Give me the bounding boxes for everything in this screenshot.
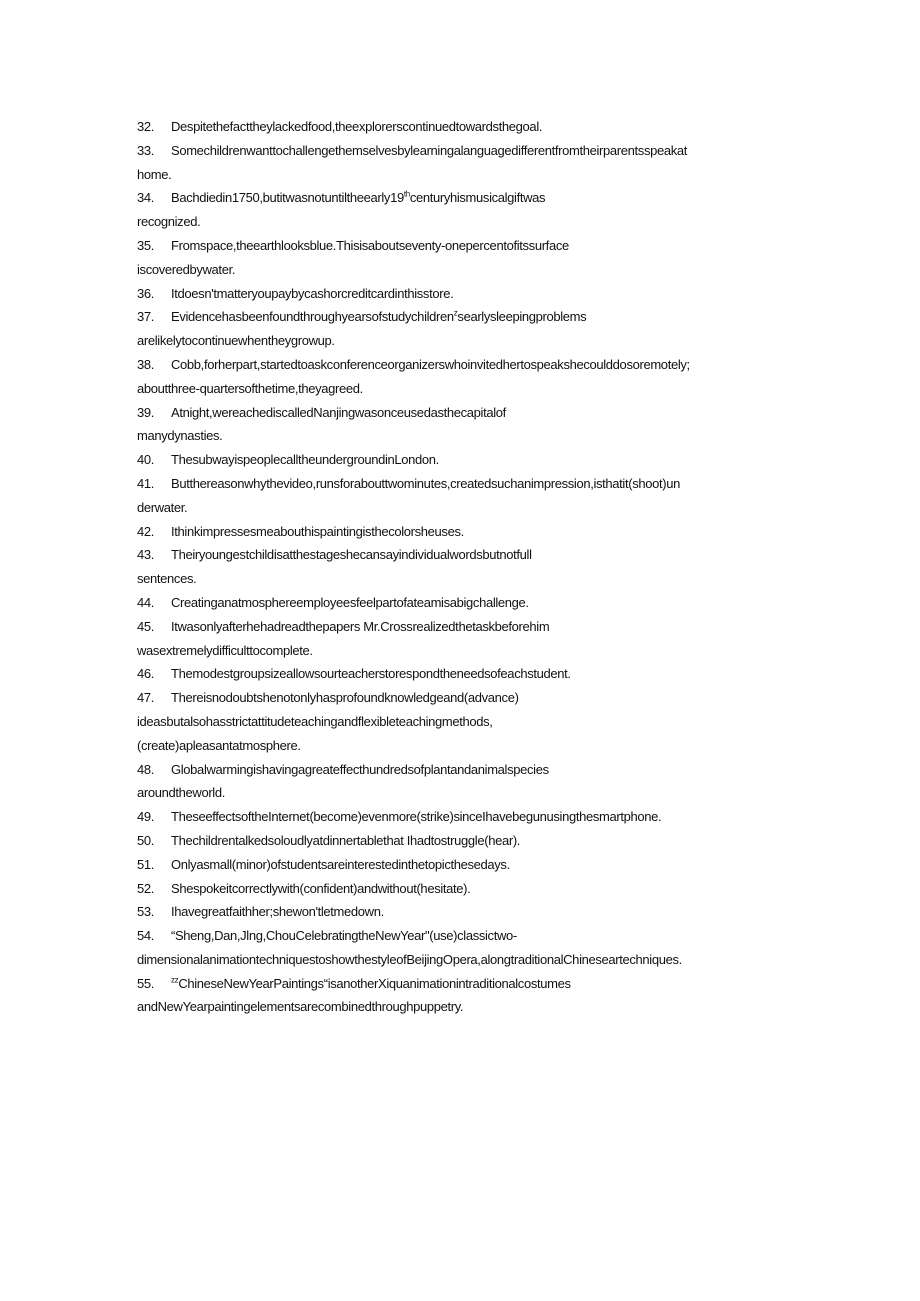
item-text: Thereisnodoubtshenotonlyhasprofoundknowledgeand(advance) (171, 690, 519, 706)
item-text: Globalwarmingishavingagreateffecthundredsofplantandanimalspecies (171, 761, 549, 777)
exercise-item (137, 186, 797, 234)
item-text: TheseeffectsoftheInternet(become)evenmore(strike)sinceIhavebegunusingthesmartphone. (171, 809, 662, 825)
item-number: 43. (137, 547, 155, 563)
exercise-item (137, 924, 797, 972)
item-number: 53. (137, 904, 155, 920)
exercise-item (137, 900, 797, 924)
item-number: 42. (137, 523, 155, 539)
item-number: 32. (137, 119, 155, 134)
item-number: 37. (137, 309, 155, 325)
item-continuation: sentences. (137, 571, 197, 587)
superscript-text: th (403, 190, 410, 200)
superscript-text: z (453, 309, 458, 319)
item-number: 55. (137, 975, 155, 991)
item-continuation: iscoveredbywater. (137, 261, 236, 277)
item-number: 40. (137, 452, 155, 468)
exercise-item (137, 662, 797, 686)
exercise-item (137, 401, 797, 449)
item-text: Shespokeitcorrectlywith(confident)andwithout(hesitate). (171, 880, 471, 896)
item-text: searlysleepingproblems (457, 309, 587, 325)
item-number: 34. (137, 190, 155, 206)
item-number: 48. (137, 761, 155, 777)
item-text: ChineseNewYearPaintings“isanotherXiquanimationintraditionalcostumes (178, 975, 571, 991)
exercise-item (137, 305, 797, 353)
item-continuation: home. (137, 166, 172, 182)
item-number: 49. (137, 809, 155, 825)
exercise-item (137, 615, 797, 663)
item-number: 41. (137, 475, 155, 491)
item-text: Theiryoungestchildisatthestageshecansayindividualwordsbutnotfull (171, 547, 532, 563)
item-text: Itwasonlyafterhehadreadthepapers Mr.Crossrealizedthetaskbeforehim (171, 618, 550, 634)
item-text: Butthereasonwhythevideo,runsforabouttwominutes,createdsuchanimpression,isthatit(shoot)un (171, 475, 681, 491)
item-continuation: ideasbutalsohasstrictattitudeteachingandflexibleteachingmethods, (137, 713, 493, 729)
item-number: 51. (137, 856, 155, 872)
item-continuation: (create)apleasantatmosphere. (137, 737, 301, 753)
item-continuation: derwater. (137, 499, 188, 515)
item-number: 38. (137, 356, 155, 372)
item-text: Thechildrentalkedsoloudlyatdinnertablethat Ihadtostruggle(hear). (171, 832, 521, 848)
exercise-item (137, 472, 797, 520)
item-number: 36. (137, 285, 155, 301)
exercise-item (137, 853, 797, 877)
item-text: Itdoesn'tmatteryoupaybycashorcreditcardinthisstore. (171, 285, 454, 301)
item-continuation: arelikelytocontinuewhentheygrowup. (137, 333, 335, 349)
exercise-item (137, 591, 797, 615)
item-text: Bachdiedin1750,butitwasnotuntiltheearly19 (171, 190, 404, 206)
item-number: 45. (137, 618, 155, 634)
exercise-item (137, 543, 797, 591)
item-text: Ithinkimpressesmeabouthispaintingisthecolorsheuses. (171, 523, 464, 539)
item-continuation: andNewYearpaintingelementsarecombinedthroughpuppetry. (137, 999, 464, 1015)
item-continuation: manydynasties. (137, 428, 223, 444)
exercise-item (137, 686, 797, 757)
exercise-item (137, 139, 797, 187)
item-text: centuryhismusicalgiftwas (409, 190, 546, 206)
item-text: Cobb,forherpart,startedtoaskconferenceorganizerswhoinvitedhertospeakshecoulddosoremotely; (171, 356, 690, 372)
exercise-item (137, 353, 797, 401)
exercise-item (137, 829, 797, 853)
item-number: 39. (137, 404, 155, 420)
exercise-item (137, 234, 797, 282)
item-continuation: aroundtheworld. (137, 785, 225, 801)
item-number: 46. (137, 666, 155, 682)
item-text: Atnight,wereachediscalledNanjingwasonceusedasthecapitalof (171, 404, 506, 420)
exercise-item (137, 115, 797, 139)
exercise-item (137, 877, 797, 901)
item-text: Despitethefacttheylackedfood,theexplorerscontinuedtowardsthegoal. (171, 119, 543, 134)
item-number: 44. (137, 594, 155, 610)
item-continuation: recognized. (137, 214, 201, 230)
item-number: 50. (137, 832, 155, 848)
exercise-item (137, 758, 797, 806)
item-number: 35. (137, 237, 155, 253)
item-text: Ihavegreatfaithher;shewon'tletmedown. (171, 904, 384, 920)
item-number: 54. (137, 928, 155, 944)
item-number: 47. (137, 690, 155, 706)
exercise-item (137, 448, 797, 472)
item-text: “Sheng,Dan,Jlng,ChouCelebratingtheNewYear"(use)classictwo- (171, 928, 517, 944)
item-continuation: aboutthree-quartersofthetime,theyagreed. (137, 380, 363, 396)
item-text: Somechildrenwanttochallengethemselvesbylearningalanguagedifferentfromtheirparentsspeakat (171, 142, 688, 158)
item-continuation: dimensionalanimationtechniquestoshowthestyleofBeijingOpera,alongtraditionalChineseartechniques. (137, 951, 682, 967)
exercise-item (137, 805, 797, 829)
item-number: 33. (137, 142, 155, 158)
item-text: Themodestgroupsizeallowsourteacherstorespondtheneedsofeachstudent. (171, 666, 571, 682)
item-text: Evidencehasbeenfoundthroughyearsofstudychildren (171, 309, 454, 325)
item-text: ThesubwayispeoplecalltheundergroundinLondon. (171, 452, 439, 468)
exercise-item (137, 972, 797, 1020)
exercise-list (137, 115, 797, 1019)
item-text: Creatinganatmosphereemployeesfeelpartofateamisabigchallenge. (171, 594, 529, 610)
item-text: Fromspace,theearthlooksblue.Thisisaboutseventy-onepercentofitssurface (171, 237, 569, 253)
exercise-item (137, 520, 797, 544)
exercise-item (137, 282, 797, 306)
item-text: Onlyasmall(minor)ofstudentsareinterestedinthetopicthesedays. (171, 856, 510, 872)
item-number: 52. (137, 880, 155, 896)
superscript-text: zz (171, 975, 179, 985)
item-continuation: wasextremelydifficulttocomplete. (137, 642, 313, 658)
